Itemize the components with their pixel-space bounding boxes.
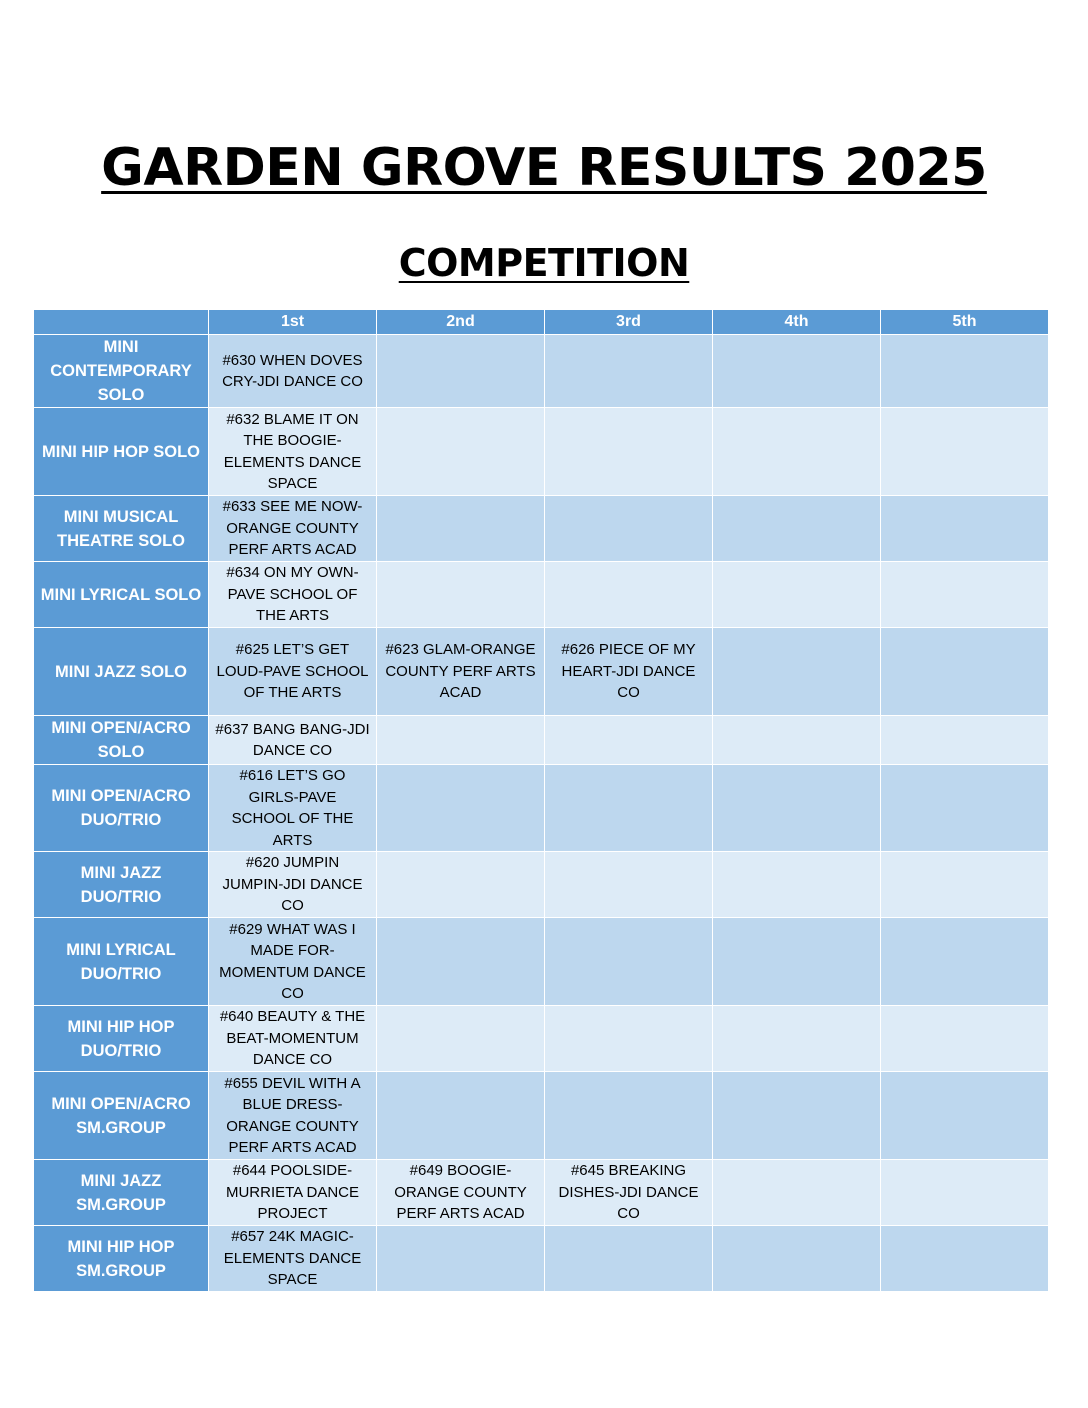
table-row xyxy=(34,562,1049,628)
result-3rd-cell xyxy=(545,716,713,765)
result-1st-cell: #634 ON MY OWN-PAVE SCHOOL OF THE ARTS xyxy=(209,562,377,628)
header-3rd: 3rd xyxy=(545,310,713,335)
result-1st-cell: #632 BLAME IT ON THE BOOGIE-ELEMENTS DANCE SPACE xyxy=(209,408,377,496)
result-2nd-cell xyxy=(377,1006,545,1072)
result-5th-cell xyxy=(881,562,1049,628)
table-row xyxy=(34,852,1049,918)
result-4th-cell xyxy=(713,1226,881,1292)
category-cell: MINI HIP HOP SM.GROUP xyxy=(34,1226,209,1292)
result-1st-cell: #616 LET’S GO GIRLS-PAVE SCHOOL OF THE ARTS xyxy=(209,765,377,852)
result-1st-cell: #657 24K MAGIC-ELEMENTS DANCE SPACE xyxy=(209,1226,377,1292)
category-cell: MINI LYRICAL DUO/TRIO xyxy=(34,918,209,1006)
result-3rd-cell xyxy=(545,918,713,1006)
result-4th-cell xyxy=(713,1006,881,1072)
result-4th-cell xyxy=(713,918,881,1006)
header-1st: 1st xyxy=(209,310,377,335)
table-row xyxy=(34,716,1049,765)
category-cell: MINI OPEN/ACRO SOLO xyxy=(34,716,209,765)
result-5th-cell xyxy=(881,1006,1049,1072)
category-cell: MINI MUSICAL THEATRE SOLO xyxy=(34,496,209,562)
result-5th-cell xyxy=(881,335,1049,408)
table-body xyxy=(34,335,1049,1292)
result-2nd-cell xyxy=(377,335,545,408)
result-4th-cell xyxy=(713,628,881,716)
result-1st-cell: #629 WHAT WAS I MADE FOR-MOMENTUM DANCE CO xyxy=(209,918,377,1006)
category-cell: MINI OPEN/ACRO DUO/TRIO xyxy=(34,765,209,852)
result-1st-cell: #633 SEE ME NOW-ORANGE COUNTY PERF ARTS ACAD xyxy=(209,496,377,562)
category-cell: MINI CONTEMPORARY SOLO xyxy=(34,335,209,408)
result-4th-cell xyxy=(713,1160,881,1226)
category-cell: MINI JAZZ SM.GROUP xyxy=(34,1160,209,1226)
result-3rd-cell xyxy=(545,335,713,408)
header-2nd: 2nd xyxy=(377,310,545,335)
table-row xyxy=(34,765,1049,852)
section-title: COMPETITION xyxy=(398,241,690,285)
result-4th-cell xyxy=(713,335,881,408)
result-2nd-cell xyxy=(377,1072,545,1160)
result-3rd-cell xyxy=(545,408,713,496)
category-cell: MINI HIP HOP DUO/TRIO xyxy=(34,1006,209,1072)
result-4th-cell xyxy=(713,496,881,562)
result-2nd-cell: #649 BOOGIE-ORANGE COUNTY PERF ARTS ACAD xyxy=(377,1160,545,1226)
result-4th-cell xyxy=(713,765,881,852)
result-2nd-cell xyxy=(377,496,545,562)
result-3rd-cell: #626 PIECE OF MY HEART-JDI DANCE CO xyxy=(545,628,713,716)
result-4th-cell xyxy=(713,562,881,628)
result-5th-cell xyxy=(881,496,1049,562)
result-2nd-cell: #623 GLAM-ORANGE COUNTY PERF ARTS ACAD xyxy=(377,628,545,716)
result-2nd-cell xyxy=(377,716,545,765)
results-table xyxy=(33,309,1049,1292)
result-3rd-cell xyxy=(545,496,713,562)
header-5th: 5th xyxy=(881,310,1049,335)
result-5th-cell xyxy=(881,1072,1049,1160)
result-2nd-cell xyxy=(377,765,545,852)
result-5th-cell xyxy=(881,918,1049,1006)
table-row xyxy=(34,408,1049,496)
result-5th-cell xyxy=(881,628,1049,716)
result-5th-cell xyxy=(881,852,1049,918)
result-1st-cell: #637 BANG BANG-JDI DANCE CO xyxy=(209,716,377,765)
result-4th-cell xyxy=(713,852,881,918)
result-4th-cell xyxy=(713,408,881,496)
result-3rd-cell xyxy=(545,1226,713,1292)
header-4th: 4th xyxy=(713,310,881,335)
result-3rd-cell: #645 BREAKING DISHES-JDI DANCE CO xyxy=(545,1160,713,1226)
result-5th-cell xyxy=(881,765,1049,852)
category-cell: MINI HIP HOP SOLO xyxy=(34,408,209,496)
table-header-row xyxy=(34,310,1049,335)
result-3rd-cell xyxy=(545,852,713,918)
table-row xyxy=(34,1006,1049,1072)
result-2nd-cell xyxy=(377,918,545,1006)
table-row xyxy=(34,335,1049,408)
table-row xyxy=(34,628,1049,716)
result-1st-cell: #630 WHEN DOVES CRY-JDI DANCE CO xyxy=(209,335,377,408)
page-title: GARDEN GROVE RESULTS 2025 xyxy=(101,138,987,198)
result-4th-cell xyxy=(713,716,881,765)
result-2nd-cell xyxy=(377,408,545,496)
result-3rd-cell xyxy=(545,765,713,852)
result-5th-cell xyxy=(881,408,1049,496)
result-5th-cell xyxy=(881,1160,1049,1226)
result-3rd-cell xyxy=(545,1072,713,1160)
header-category xyxy=(34,310,209,335)
table-row xyxy=(34,496,1049,562)
table-row xyxy=(34,1226,1049,1292)
result-5th-cell xyxy=(881,716,1049,765)
result-2nd-cell xyxy=(377,1226,545,1292)
table-row xyxy=(34,918,1049,1006)
result-5th-cell xyxy=(881,1226,1049,1292)
result-1st-cell: #644 POOLSIDE-MURRIETA DANCE PROJECT xyxy=(209,1160,377,1226)
result-3rd-cell xyxy=(545,1006,713,1072)
result-1st-cell: #620 JUMPIN JUMPIN-JDI DANCE CO xyxy=(209,852,377,918)
result-2nd-cell xyxy=(377,852,545,918)
table-row xyxy=(34,1160,1049,1226)
table-row xyxy=(34,1072,1049,1160)
category-cell: MINI JAZZ SOLO xyxy=(34,628,209,716)
result-1st-cell: #640 BEAUTY & THE BEAT-MOMENTUM DANCE CO xyxy=(209,1006,377,1072)
category-cell: MINI OPEN/ACRO SM.GROUP xyxy=(34,1072,209,1160)
result-2nd-cell xyxy=(377,562,545,628)
result-1st-cell: #625 LET’S GET LOUD-PAVE SCHOOL OF THE ARTS xyxy=(209,628,377,716)
result-4th-cell xyxy=(713,1072,881,1160)
category-cell: MINI JAZZ DUO/TRIO xyxy=(34,852,209,918)
result-1st-cell: #655 DEVIL WITH A BLUE DRESS-ORANGE COUNTY PERF ARTS ACAD xyxy=(209,1072,377,1160)
result-3rd-cell xyxy=(545,562,713,628)
category-cell: MINI LYRICAL SOLO xyxy=(34,562,209,628)
